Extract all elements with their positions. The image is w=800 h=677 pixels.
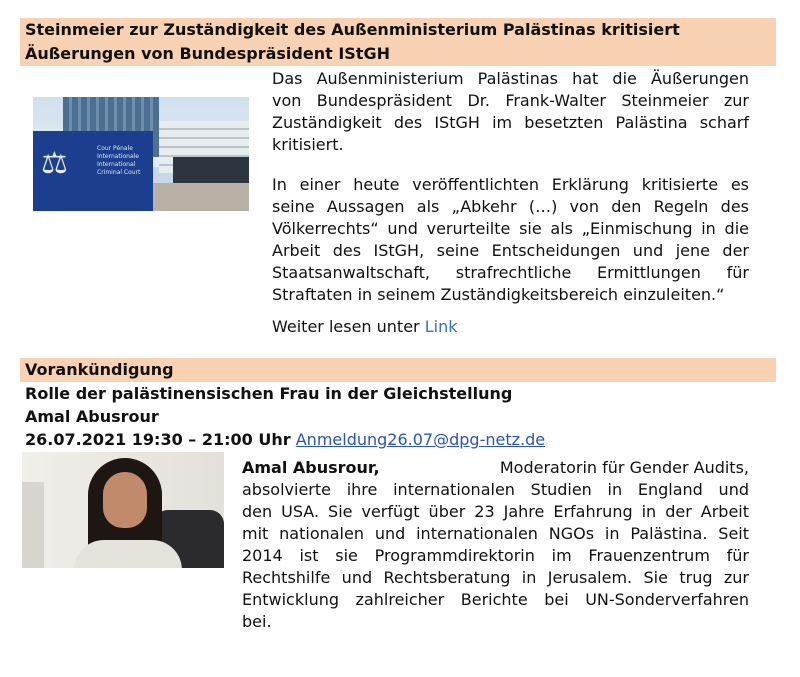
bio-text-line: Rechtshilfe und Rechtsberatung in Jerusalem. Sie trug zur	[242, 568, 749, 587]
bio-name: Amal Abusrour,	[242, 458, 380, 477]
article-title-line-2: Äußerungen von Bundespräsident IStGH	[25, 44, 390, 63]
article-text-line: In einer heute veröffentlichten Erklärung kritisierte es	[272, 175, 749, 194]
article-text-line: Arbeit des IStGH, seine Entscheidungen und jene der	[272, 241, 749, 260]
scales-of-justice-icon: ⚖	[41, 146, 68, 181]
bio-text-line: absolvierte ihre internationalen Studien in England und	[242, 480, 749, 499]
registration-email-link[interactable]: Anmeldung26.07@dpg-netz.de	[295, 430, 546, 449]
article-text-line: von Bundespräsident Dr. Frank-Walter Steinmeier zur	[272, 91, 749, 110]
article-text-line: Staatsanwaltschaft, strafrechtliche Ermittlungen für	[272, 263, 749, 282]
article-text-line: Das Außenministerium Palästinas hat die Äußerungen	[272, 69, 749, 88]
read-more	[272, 316, 457, 338]
article-text-line: Völkerrechts“ und verurteilte sie als „Einmischung in die	[272, 219, 749, 238]
bio-line-first	[242, 457, 749, 479]
speaker-portrait	[22, 452, 224, 568]
event-datetime: 26.07.2021 19:30 – 21:00 Uhr	[25, 430, 291, 449]
event-datetime-row	[25, 429, 545, 451]
bio-text-line: mit nationalen und internationalen NGOs in Palästina. Seit	[242, 524, 749, 543]
icc-building-image	[33, 97, 249, 211]
bio-text-line: den USA. Sie verfügt über 23 Jahre Erfahrung in der Arbeit	[242, 502, 749, 521]
icc-sign-text: Cour Pénale Internationale International Criminal Court	[97, 145, 141, 176]
event-speaker: Amal Abusrour	[25, 407, 159, 426]
bio-text-line: 2014 ist sie Programmdirektorin im Frauenzentrum für	[242, 546, 749, 565]
read-more-link[interactable]: Link	[424, 317, 458, 336]
article-title-line-1: Steinmeier zur Zuständigkeit des Außenministerium Palästinas kritisiert	[25, 20, 680, 39]
event-title: Rolle der palästinensischen Frau in der Gleichstellung	[25, 384, 513, 403]
bio-text-line-last: bei.	[242, 612, 272, 631]
article-text-line: seine Aussagen als „Abkehr (…) von den Regeln des	[272, 197, 749, 216]
read-more-label: Weiter lesen unter	[272, 317, 420, 336]
article-text-line: Straftaten in seinem Zuständigkeitsbereich einzuleiten.“	[272, 285, 725, 304]
announcement-label: Vorankündigung	[25, 360, 174, 379]
article-text-line: Zuständigkeit des IStGH im besetzten Palästina scharf	[272, 113, 749, 132]
article-text-line: kritisiert.	[272, 135, 344, 154]
bio-text-line: Entwicklung zahlreicher Berichte bei UN-Sonderverfahren	[242, 590, 749, 609]
bio-first-rest: Moderatorin für Gender Audits,	[499, 458, 749, 477]
